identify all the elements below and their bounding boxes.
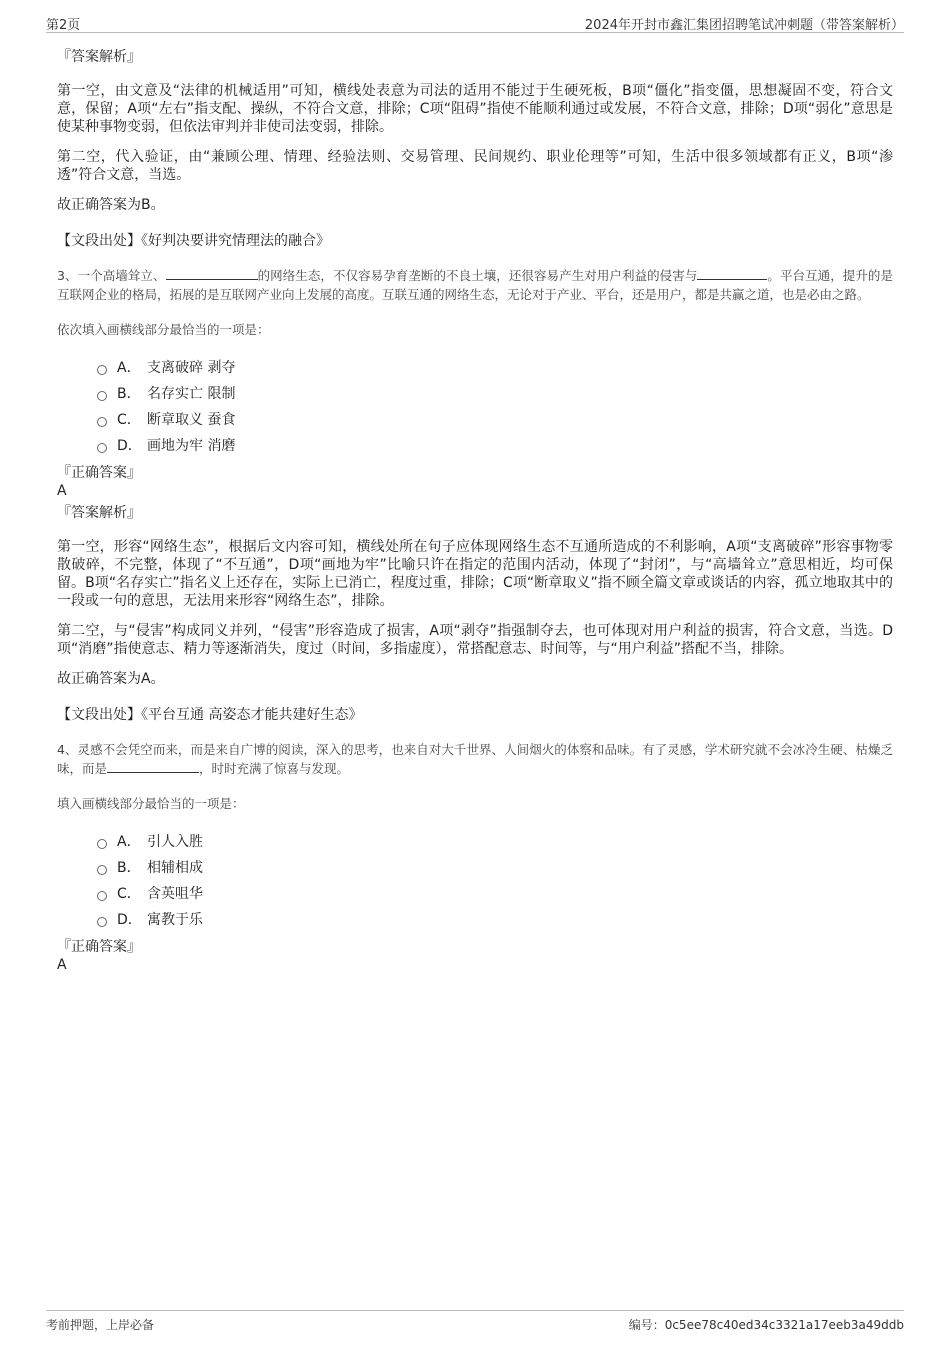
option-letter: C． (117, 886, 141, 902)
page-number: 第2页 (46, 18, 81, 33)
question-text-part: 3、一个高墙耸立、 (57, 268, 166, 283)
question-3-text (57, 266, 893, 304)
fill-blank (107, 760, 199, 773)
analysis-heading: 『答案解析』 (57, 505, 141, 521)
analysis-paragraph: 第二空，代入验证，由“兼顾公理、情理、经验法则、交易管理、民间规约、职业伦理等”可知，生活中很多领域都有正义，B项“渗透”符合文意，当选。 (57, 149, 893, 183)
page-content (57, 48, 893, 974)
option-text: 含英咀华 (147, 886, 203, 902)
option-text: 断章取义 蚕食 (147, 412, 236, 428)
options-list (57, 828, 893, 932)
option-letter: B． (117, 860, 141, 876)
conclusion-line: 故正确答案为A。 (57, 671, 165, 687)
option-letter: D． (117, 912, 142, 928)
option-b[interactable] (97, 854, 893, 880)
option-d[interactable] (97, 432, 893, 458)
document-title: 2024年开封市鑫汇集团招聘笔试冲刺题（带答案解析） (584, 18, 904, 33)
radio-icon[interactable] (97, 365, 107, 375)
option-letter: B． (117, 386, 141, 402)
fill-blank (697, 267, 767, 280)
option-letter: C． (117, 412, 141, 428)
option-text: 画地为牢 消磨 (147, 438, 236, 454)
radio-icon[interactable] (97, 917, 107, 927)
page-header (46, 12, 904, 33)
option-text: 支离破碎 剥夺 (147, 360, 236, 376)
document-id: 编号：0c5ee78c40ed34c3321a17eeb3a49ddb (628, 1318, 904, 1332)
analysis-heading: 『答案解析』 (57, 49, 141, 65)
source-citation: 【文段出处】《平台互通 高姿态才能共建好生态》 (57, 707, 363, 723)
conclusion-line: 故正确答案为B。 (57, 197, 165, 213)
radio-icon[interactable] (97, 865, 107, 875)
option-c[interactable] (97, 880, 893, 906)
options-list (57, 354, 893, 458)
question-text-part: 4、灵感不会凭空而来，而是来自广博的阅读，深入的思考，也来自对大千世界、人间烟火的体察和品味。有了灵感，学术研究就不会冰冷生硬、枯燥乏味，而是 (57, 742, 893, 776)
option-b[interactable] (97, 380, 893, 406)
answer-heading: 『正确答案』 (57, 939, 141, 955)
option-text: 相辅相成 (147, 860, 203, 876)
source-citation: 【文段出处】《好判决要讲究情理法的融合》 (57, 233, 330, 249)
answer-value: A (57, 957, 67, 973)
analysis-paragraph: 第二空，与“侵害”构成同义并列，“侵害”形容造成了损害，A项“剥夺”指强制夺去，也可体现对用户利益的损害，符合文意，当选。D项“消磨”指使意志、精力等逐渐消失，度过（时间，多指虚度），常搭配意志、时间等，与“用户利益”搭配不当，排除。 (57, 623, 893, 657)
question-instruction: 依次填入画横线部分最恰当的一项是： (57, 322, 270, 337)
option-text: 名存实亡 限制 (147, 386, 236, 402)
option-text: 引人入胜 (147, 834, 203, 850)
question-text-part: 的网络生态，不仅容易孕育垄断的不良土壤，还很容易产生对用户利益的侵害与 (257, 268, 698, 283)
question-instruction: 填入画横线部分最恰当的一项是： (57, 796, 245, 811)
question-text-part: ，时时充满了惊喜与发现。 (199, 761, 350, 776)
answer-heading: 『正确答案』 (57, 465, 141, 481)
answer-value: A (57, 483, 67, 499)
option-a[interactable] (97, 828, 893, 854)
radio-icon[interactable] (97, 443, 107, 453)
fill-blank (166, 267, 258, 280)
option-a[interactable] (97, 354, 893, 380)
footer-slogan: 考前押题，上岸必备 (46, 1318, 155, 1332)
option-d[interactable] (97, 906, 893, 932)
page-footer (46, 1310, 904, 1335)
question-4-text (57, 740, 893, 778)
option-c[interactable] (97, 406, 893, 432)
analysis-paragraph: 第一空，形容“网络生态”，根据后文内容可知，横线处所在句子应体现网络生态不互通所造成的不利影响，A项“支离破碎”形容事物零散破碎，不完整，体现了“不互通”，D项“画地为牢”比喻只许在指定的范围内活动，体现了“封闭”，与“高墙耸立”意思相近，均可保留。B项“名存实亡”指名义上还存在，实际上已消亡，程度过重，排除；C项“断章取义”指不顾全篇文章或谈话的内容，孤立地取其中的一段或一句的意思，无法用来形容“网络生态”，排除。 (57, 539, 893, 609)
radio-icon[interactable] (97, 391, 107, 401)
radio-icon[interactable] (97, 891, 107, 901)
radio-icon[interactable] (97, 839, 107, 849)
option-letter: A． (117, 834, 141, 850)
option-letter: D． (117, 438, 142, 454)
option-letter: A． (117, 360, 141, 376)
question-text-part: 。平台互通，提升的是互联网企业的格局，拓展的是互联网产业向上发展的高度。互联互通的网络生态，无论对于产业、平台，还是用户，都是共赢之道，也是必由之路。 (57, 268, 893, 302)
radio-icon[interactable] (97, 417, 107, 427)
analysis-paragraph: 第一空，由文意及“法律的机械适用”可知，横线处表意为司法的适用不能过于生硬死板，B项“僵化”指变僵，思想凝固不变，符合文意，保留；A项“左右”指支配、操纵，不符合文意，排除；C项“阻碍”指使不能顺利通过或发展，不符合文意，排除；D项“弱化”意思是使某种事物变弱，但依法审判并非使司法变弱，排除。 (57, 83, 893, 135)
option-text: 寓教于乐 (147, 912, 203, 928)
